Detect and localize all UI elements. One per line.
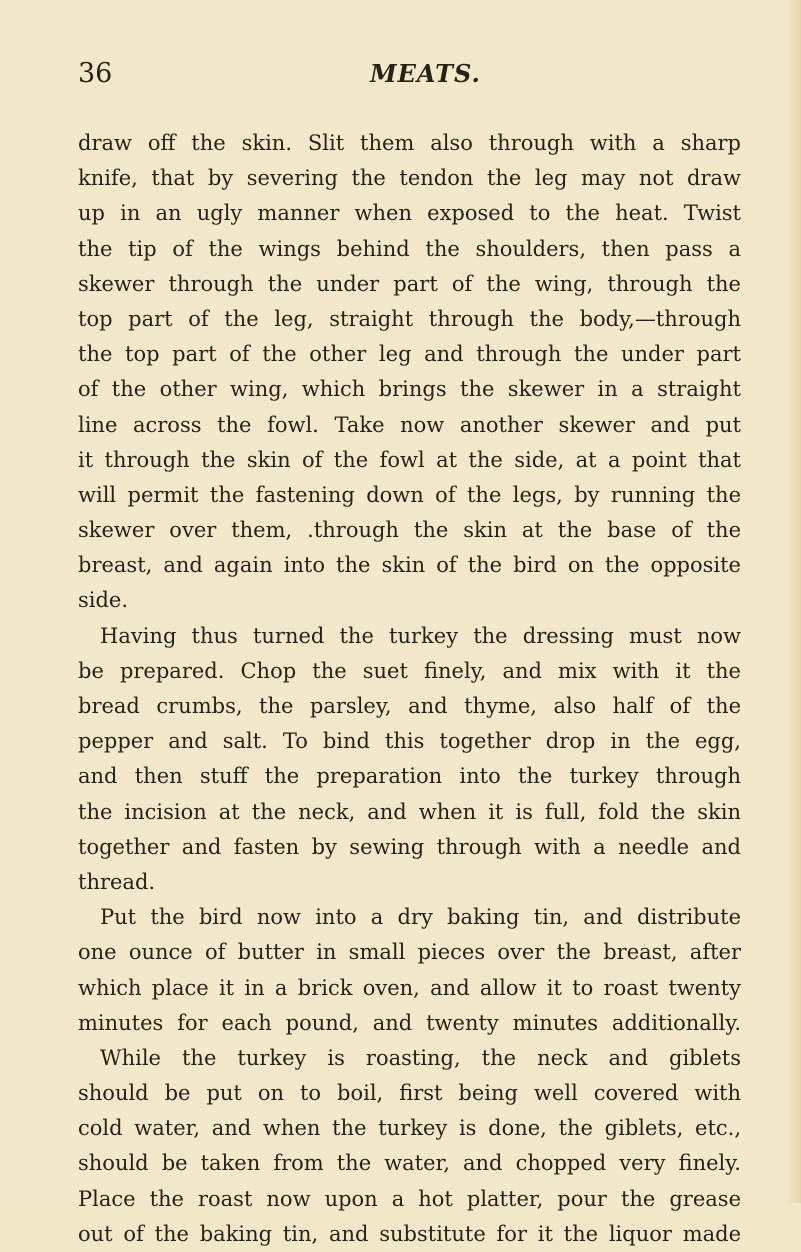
text-line: Having thus turned the turkey the dressing must now [100,623,741,648]
text-line: skewer through the under part of the wing, through the [78,271,741,296]
text-line: the tip of the wings behind the shoulders, then pass a [78,236,741,261]
text-line: bread crumbs, the parsley, and thyme, also half of the [78,694,741,718]
text-line: should be put on to boil, first being well covered with [78,1081,741,1106]
text-line: which place it in a brick oven, and allow it to roast twenty [78,975,741,1000]
text-line: skewer over them, .through the skin at the base of the [78,518,741,543]
text-line: it through the skin of the fowl at the side, at a point that [78,447,741,472]
page-number: 36 [78,58,113,89]
text-line: up in an ugly manner when exposed to the heat. Twist [78,201,741,226]
text-line: thread. [78,869,156,894]
text-line: cold water, and when the turkey is done, the giblets, etc., [78,1116,741,1141]
text-line: Place the roast now upon a hot platter, pour the grease [78,1186,741,1211]
text-line: Put the bird now into a dry baking tin, and distribute [100,905,741,930]
page-edge-shadow [787,0,801,1203]
text-line: line across the fowl. Take now another skewer and put [78,412,741,437]
text-line: together and fasten by sewing through with a needle and [78,834,741,859]
text-line: be prepared. Chop the suet finely, and mix with it the [78,658,741,683]
text-line: of the other wing, which brings the skewer in a straight [78,377,741,402]
page-header [78,56,718,96]
text-line: and then stuff the preparation into the turkey through [78,764,741,789]
text-line: breast, and again into the skin of the bird on the opposite [78,553,741,578]
running-head: MEATS. [370,59,481,88]
text-line: one ounce of butter in small pieces over the breast, after [78,940,741,965]
text-line: knife, that by severing the tendon the leg may not draw [78,166,741,191]
text-line: top part of the leg, straight through the body,—through [78,306,741,331]
text-line: While the turkey is roasting, the neck and giblets [100,1045,741,1070]
text-line: the top part of the other leg and through the under part [78,342,741,367]
text-line: minutes for each pound, and twenty minutes additionally. [78,1010,741,1035]
text-line: should be taken from the water, and chopped very finely. [78,1151,741,1176]
text-line: side. [78,588,129,613]
text-line: will permit the fastening down of the legs, by running the [78,482,741,507]
body-text [78,126,741,1252]
text-line: out of the baking tin, and substitute for it the liquor made [78,1221,741,1246]
text-line: draw off the skin. Slit them also through with a sharp [78,131,741,155]
text-line: the incision at the neck, and when it is full, fold the skin [78,799,741,824]
text-line: pepper and salt. To bind this together drop in the egg, [78,729,741,754]
